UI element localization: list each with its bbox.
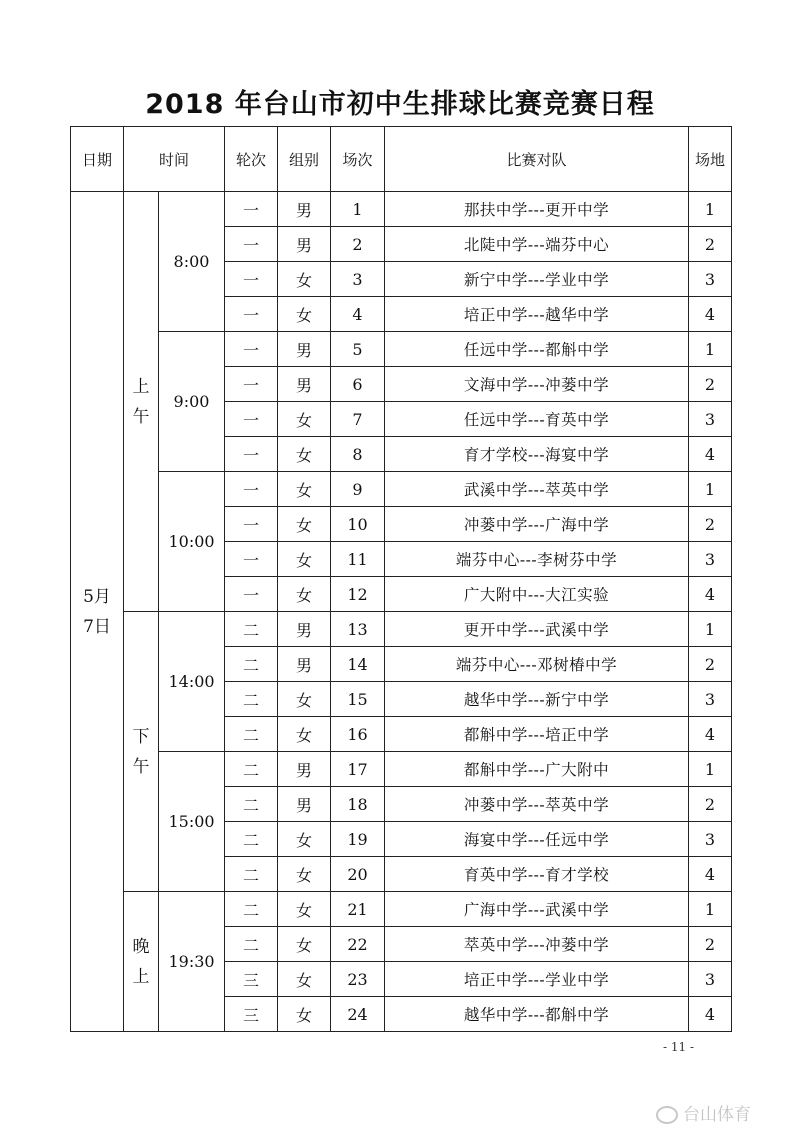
- round-cell: 一: [225, 192, 278, 227]
- round-cell: 一: [225, 227, 278, 262]
- match-no-cell: 11: [331, 542, 385, 577]
- date-cell-char: 7日: [83, 616, 111, 637]
- venue-cell: 4: [689, 717, 732, 752]
- round-cell: 二: [225, 717, 278, 752]
- venue-cell: 3: [689, 262, 732, 297]
- group-cell: 女: [278, 402, 331, 437]
- match-no-cell: 23: [331, 962, 385, 997]
- match-no-cell: 9: [331, 472, 385, 507]
- round-cell: 二: [225, 822, 278, 857]
- time-cell: 8:00: [159, 192, 225, 332]
- date-cell-char: 5月: [83, 586, 111, 607]
- match-no-cell: 24: [331, 997, 385, 1032]
- period-evening-char: 晚: [132, 936, 150, 957]
- venue-cell: 3: [689, 962, 732, 997]
- header-row: [71, 127, 732, 192]
- round-cell: 二: [225, 612, 278, 647]
- round-cell: 三: [225, 997, 278, 1032]
- match-no-cell: 2: [331, 227, 385, 262]
- watermark-text: 台山体育: [683, 1105, 751, 1125]
- teams-cell: 广大附中---大江实验: [385, 577, 689, 612]
- round-cell: 一: [225, 472, 278, 507]
- match-no-cell: 3: [331, 262, 385, 297]
- teams-cell: 萃英中学---冲蒌中学: [385, 927, 689, 962]
- match-no-cell: 1: [331, 192, 385, 227]
- round-cell: 一: [225, 577, 278, 612]
- teams-cell: 育才学校---海宴中学: [385, 437, 689, 472]
- schedule-table: [70, 126, 732, 1032]
- match-no-cell: 5: [331, 332, 385, 367]
- period-morning: [124, 192, 159, 612]
- venue-cell: 3: [689, 542, 732, 577]
- period-afternoon: [124, 612, 159, 892]
- venue-cell: 2: [689, 507, 732, 542]
- period-afternoon-char: 午: [132, 756, 150, 777]
- match-no-cell: 8: [331, 437, 385, 472]
- match-no-cell: 4: [331, 297, 385, 332]
- match-no-cell: 7: [331, 402, 385, 437]
- group-cell: 女: [278, 577, 331, 612]
- venue-cell: 1: [689, 892, 732, 927]
- venue-cell: 4: [689, 297, 732, 332]
- venue-cell: 4: [689, 857, 732, 892]
- match-row: [71, 192, 732, 227]
- round-cell: 一: [225, 507, 278, 542]
- group-cell: 女: [278, 507, 331, 542]
- match-no-cell: 15: [331, 682, 385, 717]
- venue-cell: 3: [689, 402, 732, 437]
- group-cell: 男: [278, 367, 331, 402]
- teams-cell: 都斛中学---广大附中: [385, 752, 689, 787]
- round-cell: 二: [225, 857, 278, 892]
- venue-cell: 1: [689, 612, 732, 647]
- teams-cell: 越华中学---都斛中学: [385, 997, 689, 1032]
- round-cell: 二: [225, 787, 278, 822]
- time-cell: 15:00: [159, 752, 225, 892]
- group-cell: 女: [278, 857, 331, 892]
- group-cell: 女: [278, 297, 331, 332]
- round-cell: 一: [225, 332, 278, 367]
- teams-cell: 都斛中学---培正中学: [385, 717, 689, 752]
- match-no-cell: 16: [331, 717, 385, 752]
- round-cell: 一: [225, 402, 278, 437]
- header-teams: 比赛对队: [385, 127, 689, 192]
- page-title: 2018 年台山市初中生排球比赛竞赛日程: [145, 89, 655, 120]
- group-cell: 女: [278, 927, 331, 962]
- header-time: 时间: [124, 127, 225, 192]
- round-cell: 二: [225, 682, 278, 717]
- match-no-cell: 12: [331, 577, 385, 612]
- match-no-cell: 17: [331, 752, 385, 787]
- match-no-cell: 10: [331, 507, 385, 542]
- group-cell: 男: [278, 752, 331, 787]
- teams-cell: 武溪中学---萃英中学: [385, 472, 689, 507]
- group-cell: 女: [278, 892, 331, 927]
- date-cell: [71, 192, 124, 1032]
- teams-cell: 端芬中心---李树芬中学: [385, 542, 689, 577]
- teams-cell: 广海中学---武溪中学: [385, 892, 689, 927]
- match-row: [71, 472, 732, 507]
- period-afternoon-char: 下: [132, 726, 150, 747]
- header-round: 轮次: [225, 127, 278, 192]
- group-cell: 女: [278, 472, 331, 507]
- group-cell: 男: [278, 787, 331, 822]
- group-cell: 男: [278, 227, 331, 262]
- schedule-body: [71, 127, 732, 1032]
- teams-cell: 海宴中学---任远中学: [385, 822, 689, 857]
- venue-cell: 4: [689, 997, 732, 1032]
- round-cell: 二: [225, 647, 278, 682]
- group-cell: 女: [278, 682, 331, 717]
- teams-cell: 北陡中学---端芬中心: [385, 227, 689, 262]
- venue-cell: 2: [689, 367, 732, 402]
- teams-cell: 培正中学---学业中学: [385, 962, 689, 997]
- group-cell: 女: [278, 542, 331, 577]
- watermark: [656, 1100, 751, 1125]
- teams-cell: 培正中学---越华中学: [385, 297, 689, 332]
- group-cell: 男: [278, 647, 331, 682]
- teams-cell: 越华中学---新宁中学: [385, 682, 689, 717]
- match-row: [71, 332, 732, 367]
- match-no-cell: 14: [331, 647, 385, 682]
- match-no-cell: 19: [331, 822, 385, 857]
- venue-cell: 3: [689, 822, 732, 857]
- venue-cell: 2: [689, 647, 732, 682]
- header-match-no: 场次: [331, 127, 385, 192]
- header-group: 组别: [278, 127, 331, 192]
- venue-cell: 2: [689, 927, 732, 962]
- venue-cell: 4: [689, 577, 732, 612]
- match-row: [71, 892, 732, 927]
- teams-cell: 任远中学---育英中学: [385, 402, 689, 437]
- group-cell: 男: [278, 192, 331, 227]
- teams-cell: 那扶中学---更开中学: [385, 192, 689, 227]
- teams-cell: 育英中学---育才学校: [385, 857, 689, 892]
- group-cell: 女: [278, 997, 331, 1032]
- group-cell: 女: [278, 262, 331, 297]
- venue-cell: 3: [689, 682, 732, 717]
- round-cell: 一: [225, 262, 278, 297]
- header-date: 日期: [71, 127, 124, 192]
- teams-cell: 端芬中心---邓树椿中学: [385, 647, 689, 682]
- period-evening-char: 上: [132, 966, 150, 987]
- group-cell: 女: [278, 962, 331, 997]
- group-cell: 女: [278, 717, 331, 752]
- venue-cell: 1: [689, 752, 732, 787]
- match-no-cell: 6: [331, 367, 385, 402]
- header-venue: 场地: [689, 127, 732, 192]
- match-no-cell: 22: [331, 927, 385, 962]
- round-cell: 二: [225, 752, 278, 787]
- match-no-cell: 13: [331, 612, 385, 647]
- time-cell: 14:00: [159, 612, 225, 752]
- round-cell: 一: [225, 367, 278, 402]
- round-cell: 一: [225, 297, 278, 332]
- time-cell: 10:00: [159, 472, 225, 612]
- match-row: [71, 752, 732, 787]
- teams-cell: 冲蒌中学---广海中学: [385, 507, 689, 542]
- time-cell: 9:00: [159, 332, 225, 472]
- round-cell: 二: [225, 892, 278, 927]
- match-no-cell: 20: [331, 857, 385, 892]
- teams-cell: 文海中学---冲蒌中学: [385, 367, 689, 402]
- round-cell: 一: [225, 437, 278, 472]
- group-cell: 女: [278, 437, 331, 472]
- period-morning-char: 午: [132, 406, 150, 427]
- match-no-cell: 21: [331, 892, 385, 927]
- round-cell: 一: [225, 542, 278, 577]
- teams-cell: 任远中学---都斛中学: [385, 332, 689, 367]
- venue-cell: 2: [689, 787, 732, 822]
- period-morning-char: 上: [132, 376, 150, 397]
- teams-cell: 新宁中学---学业中学: [385, 262, 689, 297]
- period-evening: [124, 892, 159, 1032]
- round-cell: 二: [225, 927, 278, 962]
- group-cell: 男: [278, 612, 331, 647]
- teams-cell: 冲蒌中学---萃英中学: [385, 787, 689, 822]
- venue-cell: 1: [689, 472, 732, 507]
- match-row: [71, 612, 732, 647]
- round-cell: 三: [225, 962, 278, 997]
- match-no-cell: 18: [331, 787, 385, 822]
- venue-cell: 2: [689, 227, 732, 262]
- venue-cell: 4: [689, 437, 732, 472]
- group-cell: 男: [278, 332, 331, 367]
- teams-cell: 更开中学---武溪中学: [385, 612, 689, 647]
- group-cell: 女: [278, 822, 331, 857]
- venue-cell: 1: [689, 192, 732, 227]
- weibo-icon: [656, 1106, 678, 1124]
- page-number: - 11 -: [663, 1040, 695, 1054]
- time-cell: 19:30: [159, 892, 225, 1032]
- venue-cell: 1: [689, 332, 732, 367]
